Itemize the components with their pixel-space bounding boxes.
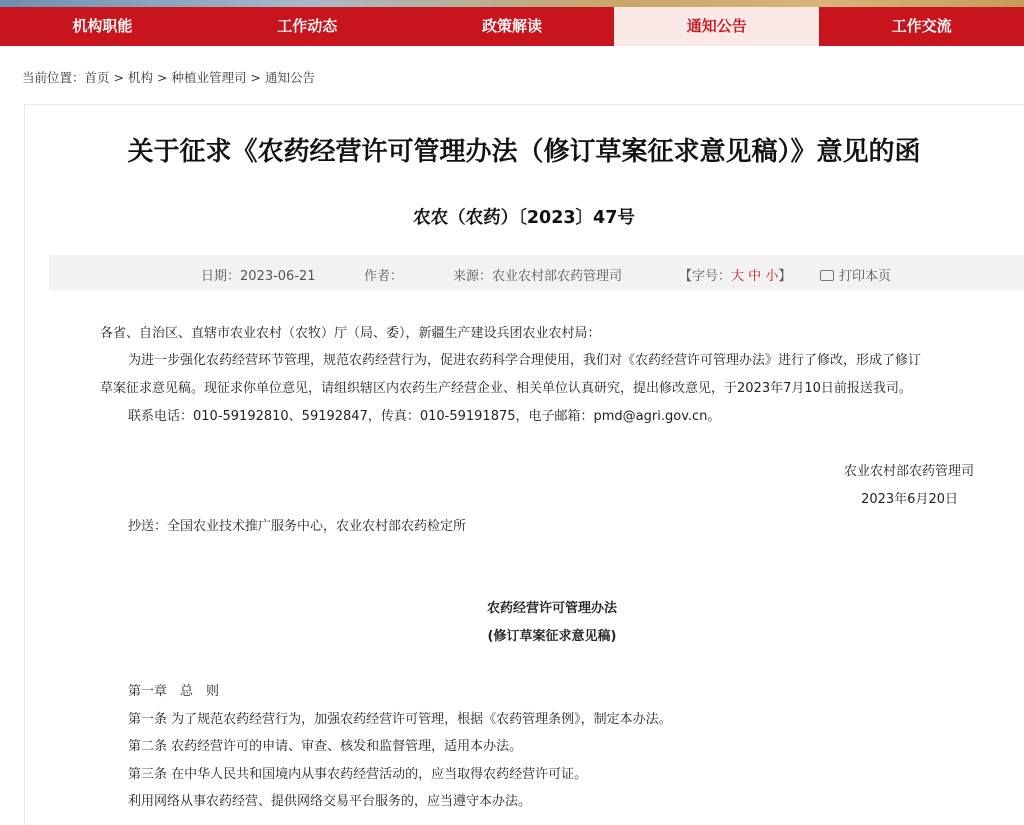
signature-org: 农业农村部农药管理司	[843, 464, 974, 479]
breadcrumb	[22, 68, 315, 86]
article-3: 第三条 在中华人民共和国境内从事农药经营活动的，应当取得农药经营许可证。	[128, 767, 588, 782]
article-3-continued: 利用网络从事农药经营、提供网络交易平台服务的，应当遵守本办法。	[128, 794, 532, 809]
header-banner-strip	[0, 0, 1024, 7]
font-size-prefix: 【字号：	[679, 269, 732, 284]
main-nav	[0, 7, 1024, 46]
attachment-title: 农药经营许可管理办法	[486, 601, 617, 616]
meta-date: 日期：2023-06-21	[201, 269, 316, 284]
nav-item-policy[interactable]: 政策解读	[481, 17, 542, 35]
article-meta-bar	[49, 255, 1024, 290]
cc-line: 抄送：全国农业技术推广服务中心，农业农村部农药检定所	[128, 519, 467, 534]
contact-info: 联系电话：010-59192810、59192847，传真：010-59191875，电子邮箱：pmd@agri.gov.cn。	[128, 409, 721, 424]
printer-icon	[820, 270, 834, 281]
paragraph-1-line-2: 草案征求意见稿。现征求你单位意见，请组织辖区内农药生产经营企业、相关单位认真研究，提出修改意见，于2023年7月10日前报送我司。	[100, 381, 912, 396]
font-size-control	[679, 265, 791, 284]
breadcrumb-separator: >	[157, 70, 168, 85]
nav-item-notices[interactable]: 通知公告	[614, 7, 819, 46]
print-label: 打印本页	[839, 269, 892, 284]
nav-item-news[interactable]: 工作动态	[277, 17, 338, 35]
signature-date: 2023年6月20日	[861, 492, 958, 507]
font-size-small[interactable]: 小	[765, 269, 779, 284]
font-size-large[interactable]: 大	[731, 269, 745, 284]
breadcrumb-org[interactable]: 机构	[128, 70, 154, 85]
nav-item-exchange[interactable]: 工作交流	[891, 17, 952, 35]
breadcrumb-separator: >	[113, 70, 125, 85]
recipients: 各省、自治区、直辖市农业农村（农牧）厅（局、委），新疆生产建设兵团农业农村局：	[100, 326, 601, 341]
breadcrumb-home[interactable]: 首页	[84, 70, 110, 85]
document-number: 农农（农药）〔2023〕47号	[413, 208, 635, 228]
font-size-medium[interactable]: 中	[748, 269, 762, 284]
article-2: 第二条 农药经营许可的申请、审查、核发和监督管理，适用本办法。	[128, 739, 523, 754]
font-size-suffix: 】	[778, 269, 792, 284]
attachment-subtitle: (修订草案征求意见稿)	[487, 629, 617, 644]
nav-item-functions[interactable]: 机构职能	[72, 17, 133, 35]
article-title: 关于征求《农药经营许可管理办法（修订草案征求意见稿）》意见的函	[127, 137, 921, 167]
chapter-heading: 第一章 总 则	[128, 684, 220, 699]
article-1: 第一条 为了规范农药经营行为，加强农药经营许可管理，根据《农药管理条例》，制定本办法。	[128, 712, 672, 727]
breadcrumb-notices[interactable]: 通知公告	[265, 70, 316, 85]
meta-source: 来源：农业农村部农药管理司	[453, 269, 623, 284]
print-button[interactable]	[820, 265, 891, 284]
breadcrumb-department[interactable]: 种植业管理司	[171, 70, 247, 85]
paragraph-1-line-1: 为进一步强化农药经营环节管理，规范农药经营行为，促进农药科学合理使用，我们对《农药经营许可管理办法》进行了修改，形成了修订	[128, 353, 922, 368]
breadcrumb-prefix: 当前位置：	[22, 70, 85, 85]
breadcrumb-separator: >	[250, 70, 262, 85]
meta-author: 作者：	[364, 269, 404, 284]
